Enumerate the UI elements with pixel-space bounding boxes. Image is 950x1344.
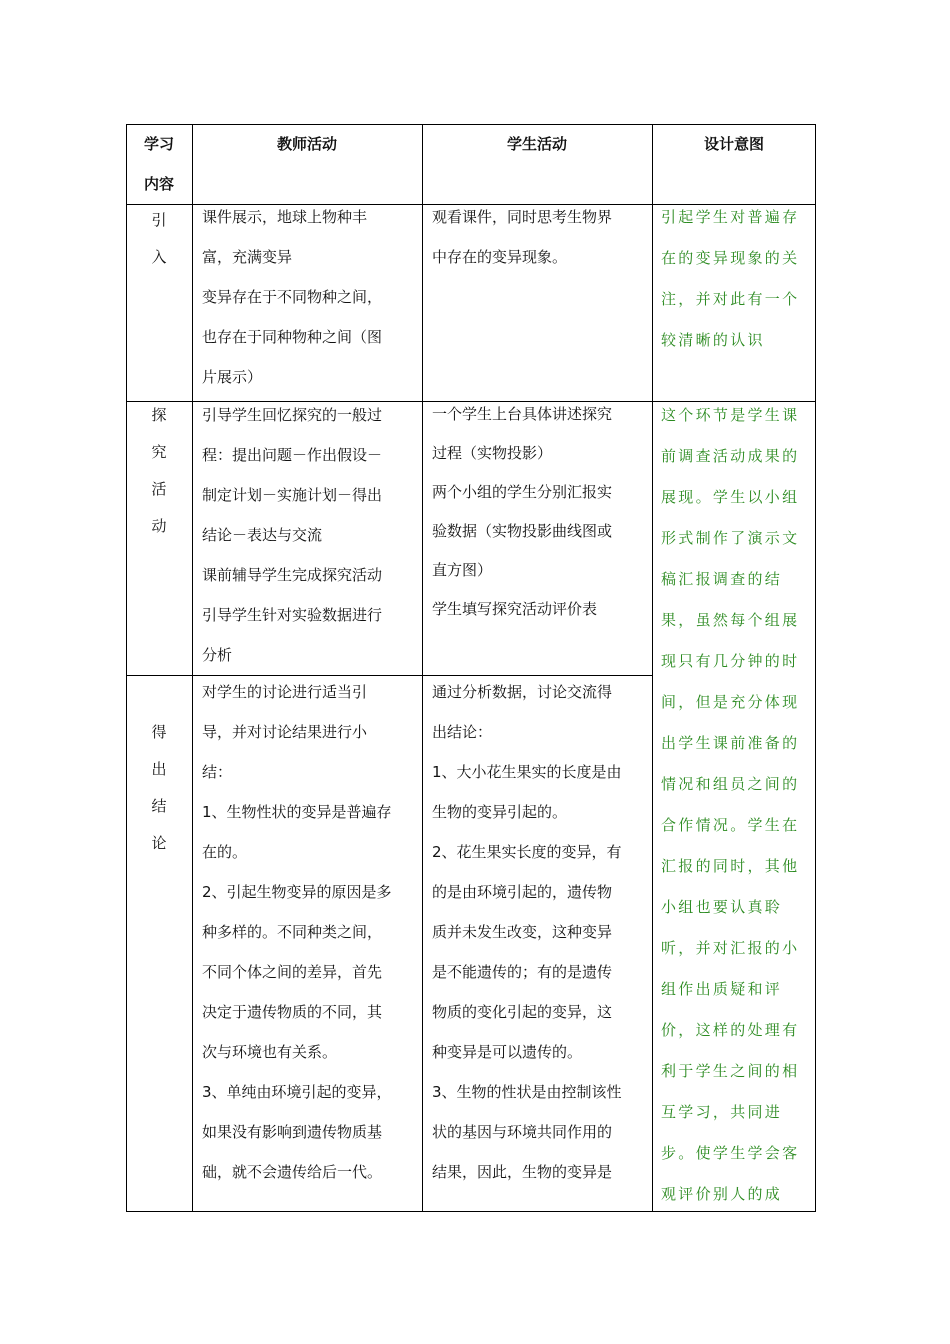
intro-design-cell: 引起学生对普遍存 在的变异现象的关 注，并对此有一个 较清晰的认识 [661,208,800,349]
conclusion-teacher-cell: 对学生的讨论进行适当引 导，并对讨论结果进行小 结： 1、生物性状的变异是普遍存 在的。 2、引起生物变异的原因是多 种多样的。不同种类之间， 不同个体之间的差异，首先 决定于遗传物质的不同，其 次与环境也有关系。 3、单纯由环境引起的变异， 如果没有影响到遗传物质基 础，就不会遗传给后一代。 [202,683,392,1181]
explore-student-cell: 一个学生上台具体讲述探究 过程（实物投影） 两个小组的学生分别汇报实 验数据（实物投影曲线图或 直方图） 学生填写探究活动评价表 [432,405,613,618]
lesson-table [126,124,816,1212]
intro-student-cell: 观看课件，同时思考生物界 中存在的变异现象。 [432,208,613,266]
conclusion-student-cell: 通过分析数据，讨论交流得 出结论： 1、大小花生果实的长度是由 生物的变异引起的。 2、花生果实长度的变异，有 的是由环境引起的，遗传物 质并未发生改变，这种变异 是不能遗传的；有的是遗传 物质的变化引起的变异，这 种变异是可以遗传的。 3、生物的性状是由控制该性 状的基因与环境共同作用的 结果，因此，生物的变异是 [432,683,622,1181]
section-label-explore: 探 究 活 动 [151,406,167,535]
table-border-right [815,124,816,1212]
table-divider-1 [192,124,193,1212]
header-student-activity: 学生活动 [506,135,567,153]
table-divider-2 [422,124,423,1212]
table-border-left [126,124,127,1212]
intro-teacher-cell: 课件展示，地球上物种丰 富，充满变异 变异存在于不同物种之间， 也存在于同种物种之间（图 片展示） [202,208,383,386]
explore-design-cell: 这个环节是学生课 前调查活动成果的 展现。学生以小组 形式制作了演示文 稿汇报调查的结 果，虽然每个组展 现只有几分钟的时 间，但是充分体现 出学生课前准备的 情况和组员之间的 合作情况。学生在 汇报的同时，其他 小组也要认真聆 听，并对汇报的小 组作出质疑和评 价，这样的处理有 利于学生之间的相 互学习，共同进 步。使学生学会客 观评价别人的成 [661,406,800,1203]
table-divider-3 [652,124,653,1212]
header-content: 学习 内容 [143,135,174,193]
header-teacher-activity: 教师活动 [276,135,337,153]
section-label-intro: 引 入 [151,211,167,266]
section-label-conclusion: 得 出 结 论 [151,723,167,852]
header-design-intent: 设计意图 [703,135,764,153]
explore-teacher-cell: 引导学生回忆探究的一般过 程：提出问题－作出假设－ 制定计划－实施计划－得出 结论－表达与交流 课前辅导学生完成探究活动 引导学生针对实验数据进行 分析 [202,406,383,664]
